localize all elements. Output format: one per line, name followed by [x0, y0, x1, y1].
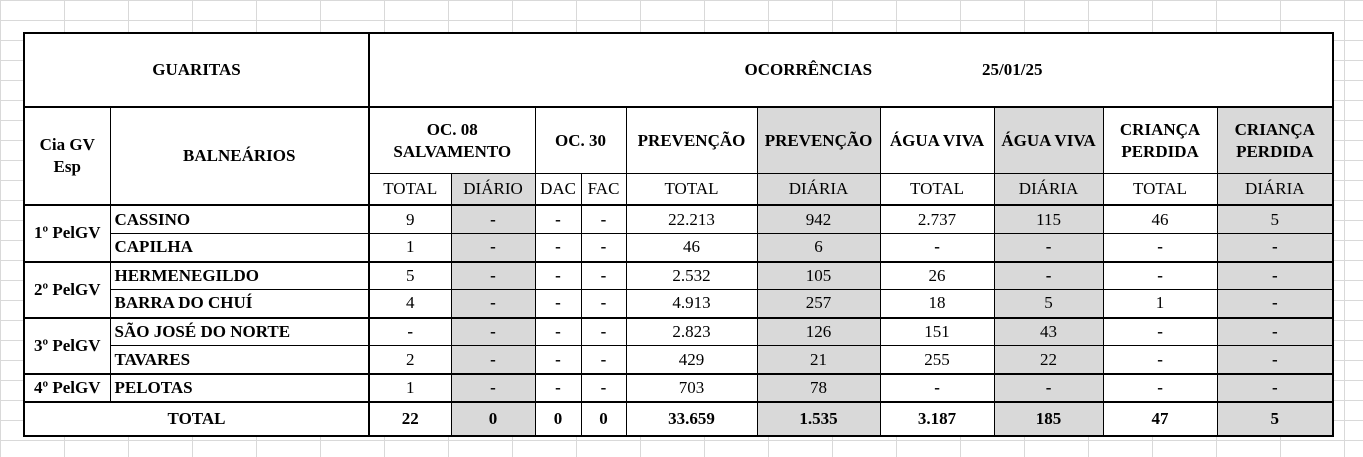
- table-row: [24, 346, 1333, 374]
- cell-crianca-total: -: [1103, 346, 1217, 374]
- crianca-diaria-subheader: DIÁRIA: [1217, 173, 1333, 205]
- prevencao-diaria-header: PREVENÇÃO: [757, 107, 880, 173]
- occurrences-table: [23, 32, 1334, 437]
- cell-oc08-total: 2: [369, 346, 451, 374]
- crianca-perdida-diaria-header: CRIANÇA PERDIDA: [1217, 107, 1333, 173]
- total-prev-total: 33.659: [626, 402, 757, 436]
- cell-prev-total: 22.213: [626, 205, 757, 233]
- cell-prev-total: 2.532: [626, 262, 757, 290]
- cell-crianca-total: -: [1103, 262, 1217, 290]
- oc08-header: OC. 08 SALVAMENTO: [369, 107, 535, 173]
- cell-agua-diaria: 22: [994, 346, 1103, 374]
- cell-oc08-diario: -: [451, 262, 535, 290]
- cell-crianca-total: 1: [1103, 290, 1217, 318]
- cell-crianca-diaria: -: [1217, 233, 1333, 261]
- cell-fac: -: [581, 290, 626, 318]
- table-row: [24, 374, 1333, 402]
- cell-agua-total: 26: [880, 262, 994, 290]
- cell-fac: -: [581, 205, 626, 233]
- cell-prev-total: 429: [626, 346, 757, 374]
- cell-dac: -: [535, 318, 581, 346]
- prevencao-header: PREVENÇÃO: [626, 107, 757, 173]
- cell-prev-diaria: 257: [757, 290, 880, 318]
- cell-dac: -: [535, 205, 581, 233]
- total-crianca-diaria: 5: [1217, 402, 1333, 436]
- balneario-name: TAVARES: [110, 346, 369, 374]
- cell-oc08-total: 1: [369, 374, 451, 402]
- table-row: [24, 290, 1333, 318]
- cell-agua-total: -: [880, 374, 994, 402]
- cell-fac: -: [581, 374, 626, 402]
- cell-oc08-diario: -: [451, 346, 535, 374]
- cell-agua-total: 151: [880, 318, 994, 346]
- cell-dac: -: [535, 374, 581, 402]
- oc08-diario-subheader: DIÁRIO: [451, 173, 535, 205]
- cell-crianca-total: -: [1103, 374, 1217, 402]
- agua-viva-diaria-header: ÁGUA VIVA: [994, 107, 1103, 173]
- cell-crianca-diaria: -: [1217, 318, 1333, 346]
- group-label: 1º PelGV: [24, 205, 110, 261]
- total-fac: 0: [581, 402, 626, 436]
- cell-agua-diaria: -: [994, 262, 1103, 290]
- total-crianca-total: 47: [1103, 402, 1217, 436]
- cell-oc08-total: 4: [369, 290, 451, 318]
- cell-dac: -: [535, 262, 581, 290]
- crianca-perdida-header: CRIANÇA PERDIDA: [1103, 107, 1217, 173]
- cell-oc08-diario: -: [451, 205, 535, 233]
- total-label: TOTAL: [24, 402, 369, 436]
- cell-crianca-diaria: -: [1217, 374, 1333, 402]
- cell-prev-total: 2.823: [626, 318, 757, 346]
- prev-diaria-subheader: DIÁRIA: [757, 173, 880, 205]
- cell-prev-total: 4.913: [626, 290, 757, 318]
- cell-oc08-diario: -: [451, 290, 535, 318]
- cell-agua-diaria: 43: [994, 318, 1103, 346]
- agua-total-subheader: TOTAL: [880, 173, 994, 205]
- cell-crianca-total: -: [1103, 318, 1217, 346]
- cell-prev-total: 703: [626, 374, 757, 402]
- balneario-name: SÃO JOSÉ DO NORTE: [110, 318, 369, 346]
- cell-crianca-diaria: -: [1217, 262, 1333, 290]
- total-agua-total: 3.187: [880, 402, 994, 436]
- cell-prev-diaria: 126: [757, 318, 880, 346]
- cell-fac: -: [581, 233, 626, 261]
- cell-crianca-diaria: 5: [1217, 205, 1333, 233]
- cell-agua-diaria: 5: [994, 290, 1103, 318]
- cell-oc08-diario: -: [451, 374, 535, 402]
- oc30-header: OC. 30: [535, 107, 626, 173]
- cell-oc08-total: 9: [369, 205, 451, 233]
- prev-total-subheader: TOTAL: [626, 173, 757, 205]
- cell-agua-total: -: [880, 233, 994, 261]
- oc08-total-subheader: TOTAL: [369, 173, 451, 205]
- balnearios-header: BALNEÁRIOS: [110, 107, 369, 205]
- cell-fac: -: [581, 346, 626, 374]
- group-label: 2º PelGV: [24, 262, 110, 318]
- balneario-name: HERMENEGILDO: [110, 262, 369, 290]
- fac-subheader: FAC: [581, 173, 626, 205]
- cell-prev-diaria: 78: [757, 374, 880, 402]
- balneario-name: CASSINO: [110, 205, 369, 233]
- cell-oc08-total: -: [369, 318, 451, 346]
- cell-crianca-total: 46: [1103, 205, 1217, 233]
- cell-prev-diaria: 105: [757, 262, 880, 290]
- cell-oc08-diario: -: [451, 233, 535, 261]
- cell-agua-total: 18: [880, 290, 994, 318]
- cell-oc08-total: 5: [369, 262, 451, 290]
- balneario-name: BARRA DO CHUÍ: [110, 290, 369, 318]
- total-dac: 0: [535, 402, 581, 436]
- agua-diaria-subheader: DIÁRIA: [994, 173, 1103, 205]
- cell-crianca-diaria: -: [1217, 290, 1333, 318]
- cell-prev-diaria: 942: [757, 205, 880, 233]
- report-date: 25/01/25: [880, 33, 1333, 107]
- cell-crianca-diaria: -: [1217, 346, 1333, 374]
- total-oc08-total: 22: [369, 402, 451, 436]
- cell-prev-total: 46: [626, 233, 757, 261]
- cell-dac: -: [535, 290, 581, 318]
- total-prev-diaria: 1.535: [757, 402, 880, 436]
- balneario-name: PELOTAS: [110, 374, 369, 402]
- cell-fac: -: [581, 262, 626, 290]
- group-label: 3º PelGV: [24, 318, 110, 374]
- cell-agua-diaria: 115: [994, 205, 1103, 233]
- group-label: 4º PelGV: [24, 374, 110, 402]
- agua-viva-header: ÁGUA VIVA: [880, 107, 994, 173]
- table-row: [24, 205, 1333, 233]
- ocorrencias-title: OCORRÊNCIAS: [369, 33, 880, 107]
- cell-prev-diaria: 6: [757, 233, 880, 261]
- table-row: [24, 262, 1333, 290]
- total-row: [24, 402, 1333, 436]
- cell-dac: -: [535, 346, 581, 374]
- cell-dac: -: [535, 233, 581, 261]
- cell-oc08-total: 1: [369, 233, 451, 261]
- crianca-total-subheader: TOTAL: [1103, 173, 1217, 205]
- dac-subheader: DAC: [535, 173, 581, 205]
- total-agua-diaria: 185: [994, 402, 1103, 436]
- balneario-name: CAPILHA: [110, 233, 369, 261]
- cell-fac: -: [581, 318, 626, 346]
- cell-agua-total: 255: [880, 346, 994, 374]
- cell-prev-diaria: 21: [757, 346, 880, 374]
- cell-agua-diaria: -: [994, 233, 1103, 261]
- table-row: [24, 318, 1333, 346]
- guaritas-title: GUARITAS: [24, 33, 369, 107]
- cell-oc08-diario: -: [451, 318, 535, 346]
- table-row: [24, 233, 1333, 261]
- cia-header: Cia GV Esp: [24, 107, 110, 205]
- cell-agua-diaria: -: [994, 374, 1103, 402]
- cell-crianca-total: -: [1103, 233, 1217, 261]
- total-oc08-diario: 0: [451, 402, 535, 436]
- cell-agua-total: 2.737: [880, 205, 994, 233]
